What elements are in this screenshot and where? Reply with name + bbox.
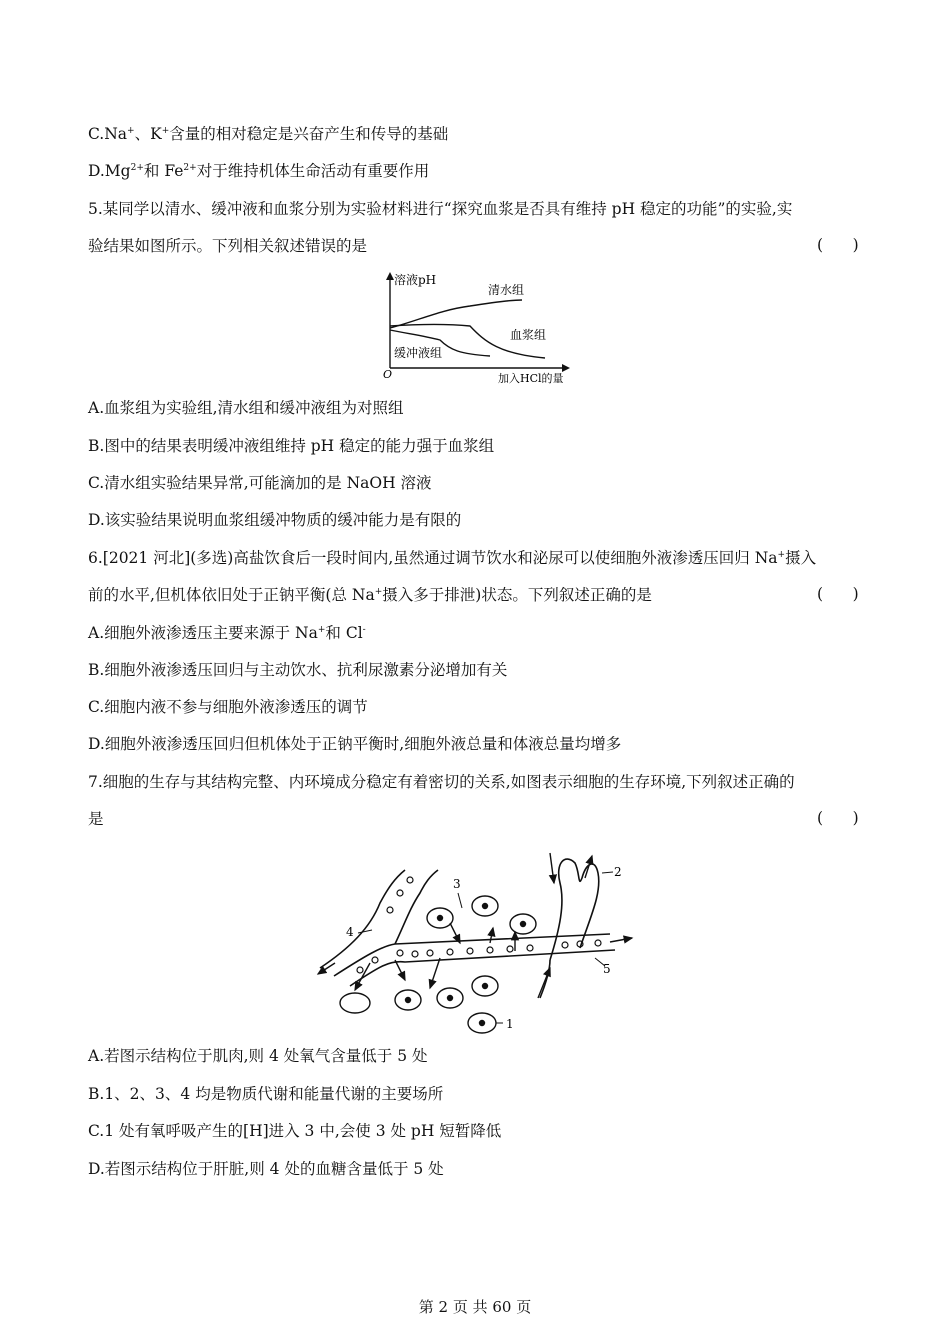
text: 6.[2021 河北](多选)高盐饮食后一段时间内,虽然通过调节饮水和泌尿可以使细胞外液渗透压回归 Na [88,549,778,567]
superscript: + [161,126,170,136]
leader-lines [358,872,613,1023]
superscript: 2+ [183,163,197,173]
question-5-option-a: A.血浆组为实验组,清水组和缓冲液组为对照组 [88,399,404,417]
ph-chart [370,270,580,385]
page-footer: 第 2 页 共 60 页 [418,1298,532,1316]
blood-cells [357,877,601,973]
series-label-plasma: 血浆组 [510,328,547,342]
series-line-water [390,300,522,328]
superscript: 2+ [130,163,144,173]
question-7-option-d: D.若图示结构位于肝脏,则 4 处的血糖含量低于 5 处 [88,1160,444,1178]
superscript: + [777,550,786,560]
text: 摄入 [785,549,817,567]
text: 摄入多于排泄)状态。下列叙述正确的是 [382,586,652,604]
superscript: - [362,625,366,635]
capillary-wall-branch [395,870,438,944]
question-5-option-c: C.清水组实验结果异常,可能滴加的是 NaOH 溶液 [88,474,432,492]
diagram-label-2: 2 [614,865,622,879]
question-7-option-a: A.若图示结构位于肌肉,则 4 处氧气含量低于 5 处 [88,1047,428,1065]
question-6-option-b: B.细胞外液渗透压回归与主动饮水、抗利尿激素分泌增加有关 [88,661,508,679]
series-label-buffer: 缓冲液组 [394,346,443,360]
superscript: + [127,126,135,136]
chart-ylabel: 溶液pH [394,273,437,287]
lymph-vessel [550,859,599,960]
question-5-option-b: B.图中的结果表明缓冲液组维持 pH 稳定的能力强于血浆组 [88,437,495,455]
capillary-wall-lower [350,950,615,986]
question-6-option-c: C.细胞内液不参与细胞外液渗透压的调节 [88,698,368,716]
text: 和 Fe [143,162,184,180]
question-7-option-c: C.1 处有氧呼吸产生的[H]进入 3 中,会使 3 处 pH 短暂降低 [88,1122,502,1140]
question-7-stem-line1: 7.细胞的生存与其结构完整、内环境成分稳定有着密切的关系,如图表示细胞的生存环境,下列叙述正确的 [88,773,795,791]
option-c-na-k [88,124,448,144]
series-label-water: 清水组 [488,283,525,297]
text: 对于维持机体生命活动有重要作用 [196,162,430,180]
diagram-label-1: 1 [506,1017,514,1031]
text: C.Na [88,125,128,143]
answer-paren-q5: ( ) [817,236,859,254]
question-7-option-b: B.1、2、3、4 均是物质代谢和能量代谢的主要场所 [88,1085,444,1103]
question-7-stem-line2: 是 [88,810,104,828]
superscript: + [317,625,326,635]
text: D.Mg [88,162,131,180]
capillary-wall-upper-left [320,870,405,968]
chart-origin: O [383,368,393,381]
text: A.细胞外液渗透压主要来源于 Na [88,624,318,642]
superscript: + [374,587,383,597]
answer-paren-q6: ( ) [817,585,859,603]
question-6-stem-line1 [88,548,816,568]
question-5-stem-line1: 5.某同学以清水、缓冲液和血浆分别为实验材料进行“探究血浆是否具有维持 pH 稳定的功能”的实验,实 [88,200,793,218]
text: 、K [134,125,162,143]
option-d-mg-fe [88,161,429,181]
question-6-option-d: D.细胞外液渗透压回归但机体处于正钠平衡时,细胞外液总量和体液总量均增多 [88,735,622,753]
diagram-label-3: 3 [453,877,461,891]
text: 前的水平,但机体依旧处于正钠平衡(总 Na [88,586,375,604]
diagram-label-4: 4 [346,925,354,939]
tissue-diagram [310,848,640,1036]
y-axis-arrow [386,272,394,280]
question-5-stem-line2: 验结果如图所示。下列相关叙述错误的是 [88,237,368,255]
text: 和 Cl [325,624,363,642]
answer-paren-q7: ( ) [817,809,859,827]
question-5-option-d: D.该实验结果说明血浆组缓冲物质的缓冲能力是有限的 [88,511,462,529]
question-6-option-a [88,623,366,643]
chart-xlabel: 加入HCl的量 [498,372,564,385]
question-6-stem-line2 [88,585,652,605]
diagram-label-5: 5 [603,962,611,976]
x-axis-arrow [562,364,570,372]
text: 含量的相对稳定是兴奋产生和传导的基础 [169,125,449,143]
